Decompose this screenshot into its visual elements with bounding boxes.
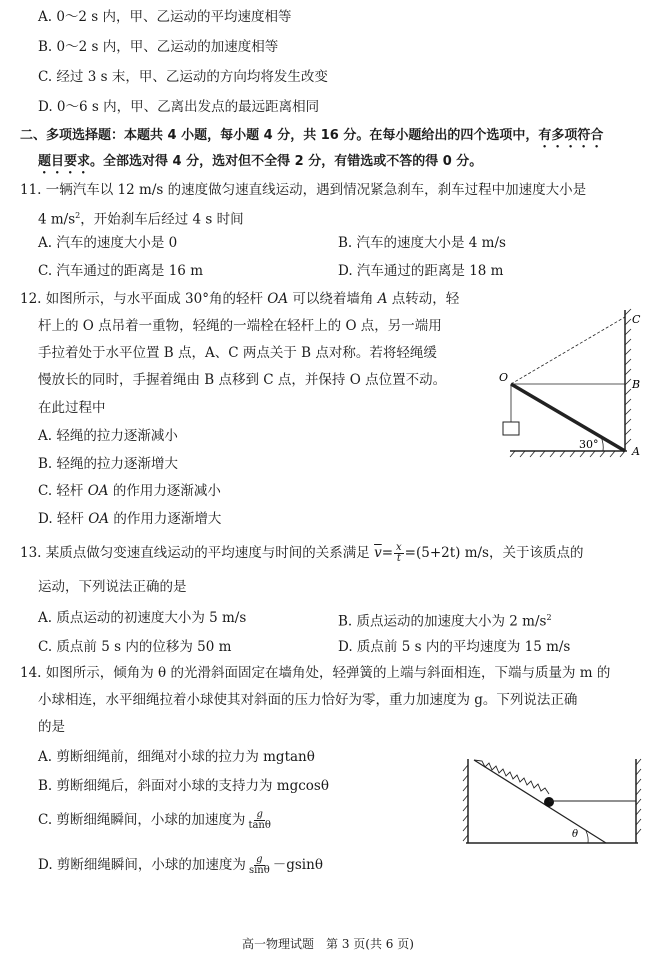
q12-c-var: OA [87,483,109,499]
theta-arc [586,831,588,843]
q14-d-text: D. 剪断细绳瞬间，小球的加速度为 [38,857,246,873]
q10-option-d: D. 0～6 s 内，甲、乙离出发点的最远距离相同 [38,99,320,115]
q13-stem-line1 [20,543,584,564]
q14-c-num: g [256,809,263,820]
q13-b-text: B. 质点运动的加速度大小为 2 m/s [338,613,547,630]
q11-stem-line2 [38,207,244,229]
q14-option-b: B. 剪断细绳后，斜面对小球的支持力为 mgcosθ [38,778,329,794]
q14-option-a: A. 剪断细绳前，细绳对小球的拉力为 mgtanθ [38,749,315,765]
q11-option-d: D. 汽车通过的距离是 18 m [338,263,504,279]
ground-hatch [510,451,625,457]
theta-label: θ [572,829,579,840]
q11-stem-line1: 11. 一辆汽车以 12 m/s 的速度做匀速直线运动，遇到情况紧急刹车，刹车过程中加速度大小是 [20,182,587,198]
q14-option-d [38,855,323,876]
section-header-emphasis-2: 题目要求 [38,154,91,169]
q13-option-b [338,609,552,631]
q12-stem-line4: 慢放长的同时，手握着绳由 B 点移到 C 点，并保持 O 点位置不动。 [38,372,447,388]
q14-stem-line3: 的是 [38,719,65,735]
label-b: B [632,378,641,391]
label-c: C [632,313,641,326]
section-header-line1 [20,127,603,151]
q13-eq: = [381,545,394,561]
q14-option-c [38,810,274,831]
rod-oa [511,384,625,451]
q12-text: 12. 如图所示，与水平面成 30°角的轻杆 [20,291,268,307]
section-header-text: 二、多项选择题：本题共 4 小题，每小题 4 分，共 16 分。在每小题给出的四个选项中， [20,128,539,143]
q14-d-fraction [247,855,272,876]
angle-label: 30° [579,438,599,451]
page-footer: 高一物理试题 第 3 页(共 6 页) [242,937,414,951]
q11-option-a: A. 汽车的速度大小是 0 [38,235,178,251]
q13-option-a: A. 质点运动的初速度大小为 5 m/s [38,610,247,626]
q12-c-text-2: 的作用力逐渐减小 [108,483,221,499]
q12-var-2: A [377,291,388,307]
q14-c-fraction [246,810,272,831]
q12-var: OA [267,291,289,307]
q11-stem-text: 4 m/s [38,211,76,228]
q12-diagram [495,305,655,465]
q13-vbar: $\overline{v}$ [374,545,382,561]
q11-stem-text-2: ，开始刹车后经过 4 s 时间 [80,211,244,228]
q12-stem-line2: 杆上的 O 点吊着一重物，轻绳的一端栓在轻杆上的 O 点，另一端用 [38,318,442,334]
q12-option-d [38,510,221,528]
section-header-line2 [38,153,482,177]
incline-line [474,760,606,843]
q13-option-c: C. 质点前 5 s 内的位移为 50 m [38,639,232,655]
q10-option-c: C. 经过 3 s 末，甲、乙运动的方向均将发生改变 [38,69,328,85]
q14-d-num: g [256,854,263,865]
q12-option-b: B. 轻绳的拉力逐渐增大 [38,456,179,472]
q14-c-text: C. 剪断细绳瞬间，小球的加速度为 [38,812,246,828]
q14-d-text-2: －gsinθ [272,857,323,873]
q12-option-a: A. 轻绳的拉力逐渐减小 [38,428,178,444]
q13-frac-den: t [396,553,401,564]
q12-stem-line1 [20,290,459,308]
label-o: O [499,371,509,384]
q14-stem-line1: 14. 如图所示，倾角为 θ 的光滑斜面固定在墙角处，轻弹簧的上端与斜面相连，下端与质量为 m 的 [20,665,611,681]
ball [544,797,554,807]
q12-d-text: D. 轻杆 [38,511,89,527]
q13-b-sup: 2 [546,613,552,622]
q12-stem-line5: 在此过程中 [38,400,106,416]
q13-frac-num: x [396,542,402,553]
q12-d-text-2: 的作用力逐渐增大 [109,511,222,527]
q13-text-2: =(5+2t) m/s，关于该质点的 [404,545,584,561]
section-header-text-2: 。全部选对得 4 分，选对但不全得 2 分，有错选或不答的得 0 分。 [90,154,483,169]
rope-oc-dashed [511,317,625,384]
q12-c-text: C. 轻杆 [38,483,88,499]
weight-block [503,422,519,435]
q13-text: 13. 某质点做匀变速直线运动的平均速度与时间的关系满足 [20,545,375,561]
q12-d-var: OA [88,511,110,527]
q11-stem-sup: 2 [75,211,81,220]
q12-option-c [38,482,221,500]
q12-text-3: 点转动，轻 [387,291,460,307]
q13-option-d: D. 质点前 5 s 内的平均速度为 15 m/s [338,639,571,655]
q10-option-b: B. 0～2 s 内，甲、乙运动的加速度相等 [38,39,279,55]
q13-fraction [394,543,404,564]
q10-option-a: A. 0～2 s 内，甲、乙运动的平均速度相等 [38,9,292,25]
q11-option-b: B. 汽车的速度大小是 4 m/s [338,235,506,251]
wall-hatch [625,309,631,445]
q13-stem-line2: 运动，下列说法正确的是 [38,579,187,595]
q14-c-den: tanθ [248,820,271,831]
q12-text-2: 可以绕着墙角 [288,291,378,307]
label-a: A [632,445,640,458]
q14-stem-line2: 小球相连，水平细绳拉着小球使其对斜面的压力恰好为零，重力加速度为 g。下列说法正确 [38,692,578,708]
q14-diagram [460,757,645,849]
q12-stem-line3: 手拉着处于水平位置 B 点，A、C 两点关于 B 点对称。若将轻绳缓 [38,345,437,361]
q11-option-c: C. 汽车通过的距离是 16 m [38,263,203,279]
spring [474,760,549,794]
q14-d-den: sinθ [248,865,270,876]
section-header-emphasis: 有多项符合 [538,128,604,143]
